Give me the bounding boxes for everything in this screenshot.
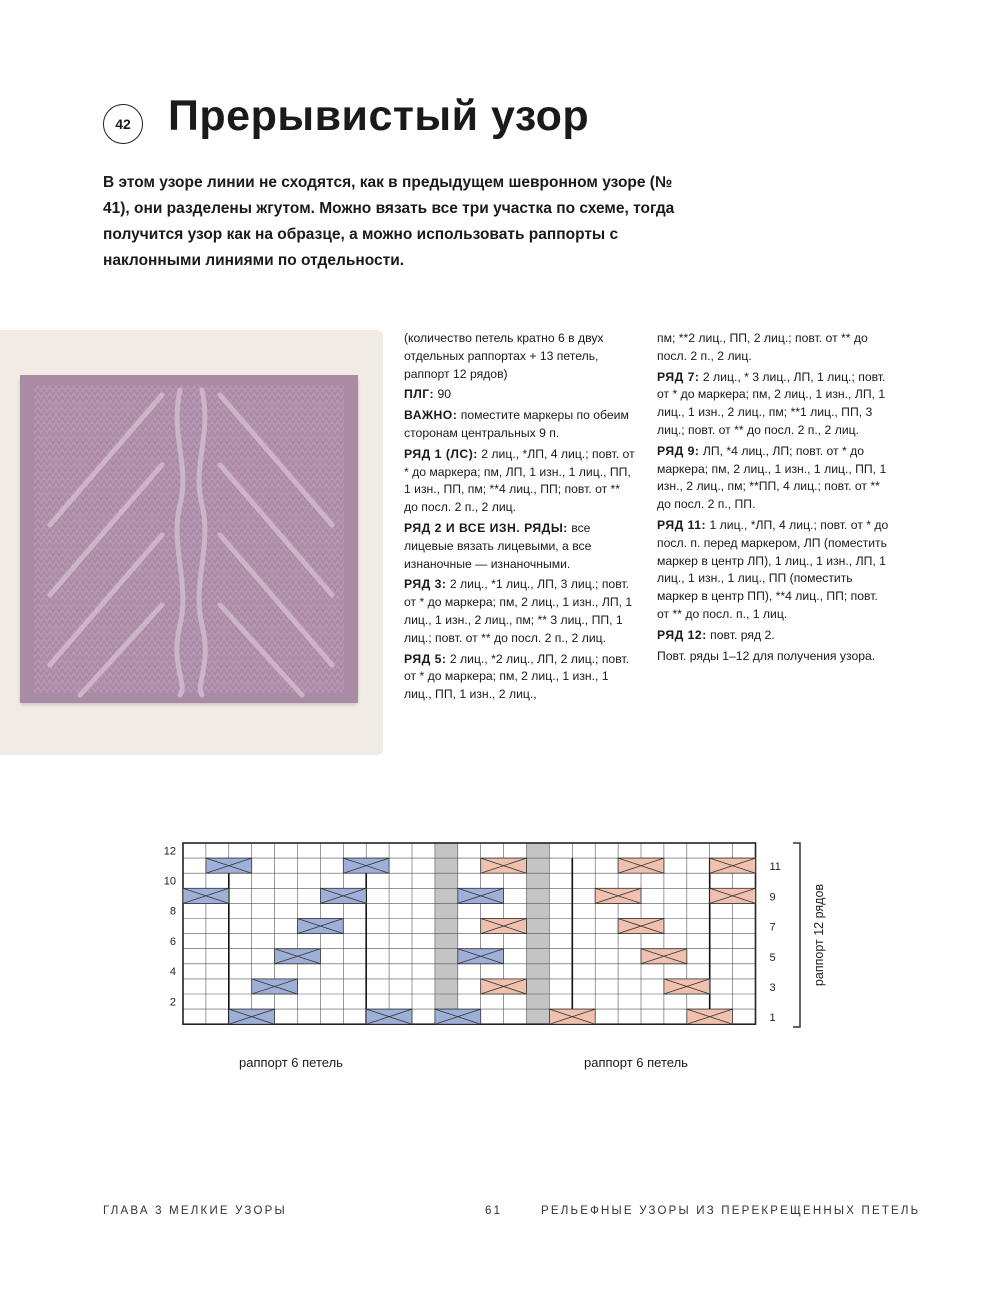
pattern-number-badge: [103, 104, 143, 144]
pink-cable-cross: [481, 979, 527, 994]
pink-cable-cross: [481, 858, 527, 873]
instruction-paragraph: [657, 627, 889, 645]
instruction-paragraph: [657, 443, 889, 514]
instruction-paragraph: [404, 520, 636, 573]
instruction-label: РЯД 9:: [657, 443, 700, 458]
blue-cable-cross: [298, 919, 344, 934]
instruction-paragraph: [404, 651, 636, 704]
blue-cable-cross: [206, 858, 252, 873]
footer-page-number: 61: [485, 1205, 503, 1217]
blue-cable-cross: [320, 888, 366, 903]
instruction-label: РЯД 7:: [657, 369, 700, 384]
instruction-text: Повт. ряды 1–12 для получения узора.: [657, 648, 876, 663]
instruction-paragraph: [657, 517, 889, 624]
swatch-photo: [0, 330, 383, 755]
instruction-label: РЯД 12:: [657, 627, 707, 642]
instructions-column-1: [404, 330, 636, 707]
rapport-left-label: раппорт 6 петель: [239, 1055, 343, 1070]
right-row-label: 7: [769, 921, 776, 934]
instruction-paragraph: [404, 576, 636, 647]
instruction-paragraph: [657, 330, 889, 366]
instruction-text: 2 лиц., *ЛП, 4 лиц.; повт. от * до маркера; пм, ЛП, 1 изн., 1 лиц., ПП, 1 изн., ПП, пм; **4 лиц., ПП; повт. от ** до посл. 2 п., 2 лиц.: [404, 446, 635, 515]
pink-cable-cross: [664, 979, 710, 994]
blue-cable-cross: [229, 1009, 275, 1024]
left-row-label: 12: [163, 845, 176, 858]
instructions-column-2: [657, 330, 889, 668]
rapport-vertical-label: раппорт 12 рядов: [812, 883, 826, 987]
left-row-label: 4: [169, 966, 176, 979]
instruction-text: 90: [437, 387, 452, 402]
instruction-paragraph: [404, 407, 636, 443]
swatch-texture: [20, 375, 358, 703]
instruction-text: ЛП, *4 лиц., ЛП; повт. от * до маркера; пм, 2 лиц., 1 изн., 1 лиц., ПП, 1 изн., 2 лиц., пм; **ПП, 4 лиц.; повт. от ** до посл. 2 п., ПП.: [657, 443, 887, 512]
instruction-label: РЯД 11:: [657, 517, 707, 532]
blue-cable-cross: [458, 949, 504, 964]
instruction-label: РЯД 2 И ВСЕ ИЗН. РЯДЫ:: [404, 520, 568, 535]
instruction-text: поместите маркеры по обеим сторонам центральных 9 п.: [404, 408, 629, 440]
instruction-paragraph: [657, 648, 889, 666]
instruction-text: 2 лиц., *1 лиц., ЛП, 3 лиц.; повт. от * до маркера; пм, 2 лиц., 1 изн., ЛП, 1 лиц., 1 изн., 2 лиц., пм; ** 3 лиц., ПП, 1 лиц.; повт. от ** до посл. 2 п., 2 лиц.: [404, 577, 633, 645]
intro-paragraph: В этом узоре линии не сходятся, как в предыдущем шевронном узоре (№ 41), они разделены жгутом. Можно вязать все три участка по схеме, тогда получится узор как на образце, а можно использовать раппорты с наклонными линиями по отдельности.: [103, 174, 675, 269]
blue-cable-cross: [343, 858, 389, 873]
instruction-label: ВАЖНО:: [404, 408, 458, 423]
instruction-text: пм; **2 лиц., ПП, 2 лиц.; повт. от ** до посл. 2 п., 2 лиц.: [657, 331, 868, 363]
instruction-text: 2 лиц., * 3 лиц., ЛП, 1 лиц.; повт. от * до маркера; пм, 2 лиц., 1 изн., ЛП, 1 лиц., 1 изн., 2 лиц., пм; **1 лиц., ПП, 3 лиц.; повт. от ** до посл. 2 п., 2 лиц.: [657, 369, 886, 437]
left-row-label: 10: [163, 875, 176, 888]
blue-cable-cross: [183, 888, 229, 903]
pink-cable-cross: [710, 888, 756, 903]
instruction-label: ПЛГ:: [404, 387, 435, 402]
instruction-text: (количество петель кратно 6 в двух отдельных раппортах + 13 петель, раппорт 12 рядов): [404, 331, 604, 381]
knitted-swatch-image: [20, 375, 358, 703]
blue-cable-cross: [435, 1009, 481, 1024]
right-row-label: 9: [769, 891, 776, 904]
right-row-label: 3: [769, 981, 776, 994]
right-row-label: 1: [769, 1012, 776, 1025]
left-row-label: 6: [169, 935, 176, 948]
right-row-label: 5: [769, 951, 776, 964]
pink-cable-cross: [687, 1009, 733, 1024]
pink-cable-cross: [595, 888, 641, 903]
instruction-label: РЯД 3:: [404, 577, 447, 592]
rapport-right-label: раппорт 6 петель: [584, 1055, 688, 1070]
instruction-paragraph: [404, 386, 636, 404]
blue-cable-cross: [366, 1009, 412, 1024]
right-row-label: 11: [769, 861, 781, 874]
instruction-label: РЯД 1 (ЛС):: [404, 446, 478, 461]
pink-cable-cross: [710, 858, 756, 873]
chart-row-labels: [164, 845, 781, 1024]
chart-grid: [183, 843, 756, 1024]
pink-cable-cross: [618, 858, 664, 873]
footer-chapter: ГЛАВА 3 МЕЛКИЕ УЗОРЫ: [103, 1205, 287, 1217]
instruction-label: РЯД 5:: [404, 651, 447, 666]
instruction-text: 2 лиц., *2 лиц., ЛП, 2 лиц.; повт. от * до маркера; пм, 2 лиц., 1 изн., 1 лиц., ПП, 1 изн., 2 лиц.,: [404, 651, 630, 702]
knitting-chart: [150, 835, 870, 1035]
instruction-text: повт. ряд 2.: [710, 627, 775, 642]
left-row-label: 8: [169, 905, 176, 918]
blue-cable-cross: [458, 888, 504, 903]
blue-cable-cross: [275, 949, 321, 964]
instruction-paragraph: [404, 446, 636, 517]
instruction-paragraph: [404, 330, 636, 383]
left-row-label: 2: [169, 996, 176, 1009]
pattern-number: 42: [115, 116, 131, 132]
instruction-text: 1 лиц., *ЛП, 4 лиц.; повт. от * до посл. п. перед маркером, ЛП (поместить маркер в центр ЛП), 1 лиц., 1 изн., ЛП, 1 лиц., 1 изн., 1 лиц., ПП (поместить маркер в центр ПП), **4 лиц., ПП; повт. от ** до посл. п., 1 лиц.: [657, 517, 889, 621]
pink-cable-cross: [641, 949, 687, 964]
pink-cable-cross: [549, 1009, 595, 1024]
blue-cable-cross: [252, 979, 298, 994]
instruction-text: все лицевые вязать лицевыми, а все изнаночные — изнаночными.: [404, 520, 592, 571]
footer-section: РЕЛЬЕФНЫЕ УЗОРЫ ИЗ ПЕРЕКРЕЩЕННЫХ ПЕТЕЛЬ: [541, 1205, 921, 1217]
instruction-paragraph: [657, 369, 889, 440]
page-title: Прерывистый узор: [168, 92, 590, 140]
pink-cable-cross: [618, 919, 664, 934]
chart-cables: [183, 858, 756, 1024]
rapport-vertical-bracket: [793, 843, 826, 1027]
pink-cable-cross: [481, 919, 527, 934]
